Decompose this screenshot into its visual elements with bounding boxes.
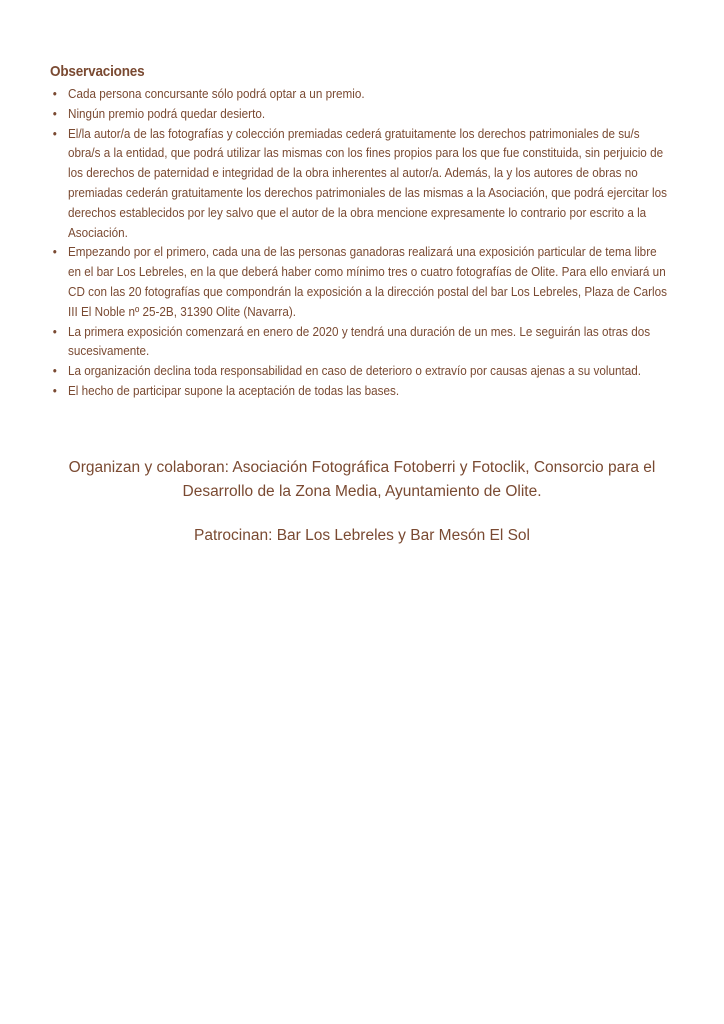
credits-spacer bbox=[40, 504, 684, 524]
bullet-icon: • bbox=[52, 125, 57, 141]
bullet-icon: • bbox=[52, 363, 57, 379]
list-item-text: Empezando por el primero, cada una de las personas ganadoras realizará una exposición particular de tema libre en el bar Los Lebreles, en la que deberá haber como mínimo tres o cuatro fotografías de Olite. Para ello enviará un CD con las 20 fotografías que compondrán la exposición a la dirección postal del bar Los Lebreles, Plaza de Carlos III El Noble nº 25-2B, 31390 Olite (Navarra). bbox=[68, 244, 668, 319]
bullet-icon: • bbox=[52, 105, 57, 121]
bullet-icon: • bbox=[52, 86, 57, 101]
list-item-text: El hecho de participar supone la aceptación de todas las bases. bbox=[68, 382, 400, 398]
list-item bbox=[50, 381, 669, 401]
list-item bbox=[50, 242, 669, 321]
bullet-icon: • bbox=[52, 244, 57, 260]
observaciones-list bbox=[50, 84, 669, 401]
credits-block bbox=[40, 456, 684, 548]
organizers-text: Organizan y colaboran: Asociación Fotográfica Fotoberri y Fotoclik, Consorcio para el Desarrollo de la Zona Media, Ayuntamiento de Olite. bbox=[68, 459, 656, 500]
list-item bbox=[50, 124, 669, 243]
list-item-text: El/la autor/a de las fotografías y colección premiadas cederá gratuitamente los derechos patrimoniales de su/s obra/s a la entidad, que podrá utilizar las mismas con los fines propios para los que fue constituida, sin perjuicio de los derechos de paternidad e integridad de la obra inherentes al autor/a. Además, la y los autores de obras no premiadas cederán gratuitamente los derechos patrimoniales de las mismas a la Asociación, que podrá ejercitar los derechos establecidos por ley salvo que el autor de la obra mencione expresamente lo contrario por escrito a la Asociación. bbox=[68, 125, 667, 240]
list-item bbox=[50, 84, 669, 104]
bullet-icon: • bbox=[52, 382, 57, 398]
list-item bbox=[50, 104, 669, 124]
observaciones-heading: Observaciones bbox=[50, 63, 145, 80]
list-item-text: La organización declina toda responsabilidad en caso de deterioro o extravío por causas ajenas a su voluntad. bbox=[68, 363, 642, 379]
list-item-text: Ningún premio podrá quedar desierto. bbox=[68, 105, 266, 121]
list-item-text: Cada persona concursante sólo podrá optar a un premio. bbox=[68, 86, 365, 101]
list-item bbox=[50, 361, 669, 381]
bullet-icon: • bbox=[52, 323, 57, 339]
sponsors-text: Patrocinan: Bar Los Lebreles y Bar Mesón El Sol bbox=[193, 527, 530, 544]
list-item bbox=[50, 322, 669, 362]
list-item-text: La primera exposición comenzará en enero de 2020 y tendrá una duración de un mes. Le seguirán las otras dos sucesivamente. bbox=[68, 323, 651, 359]
